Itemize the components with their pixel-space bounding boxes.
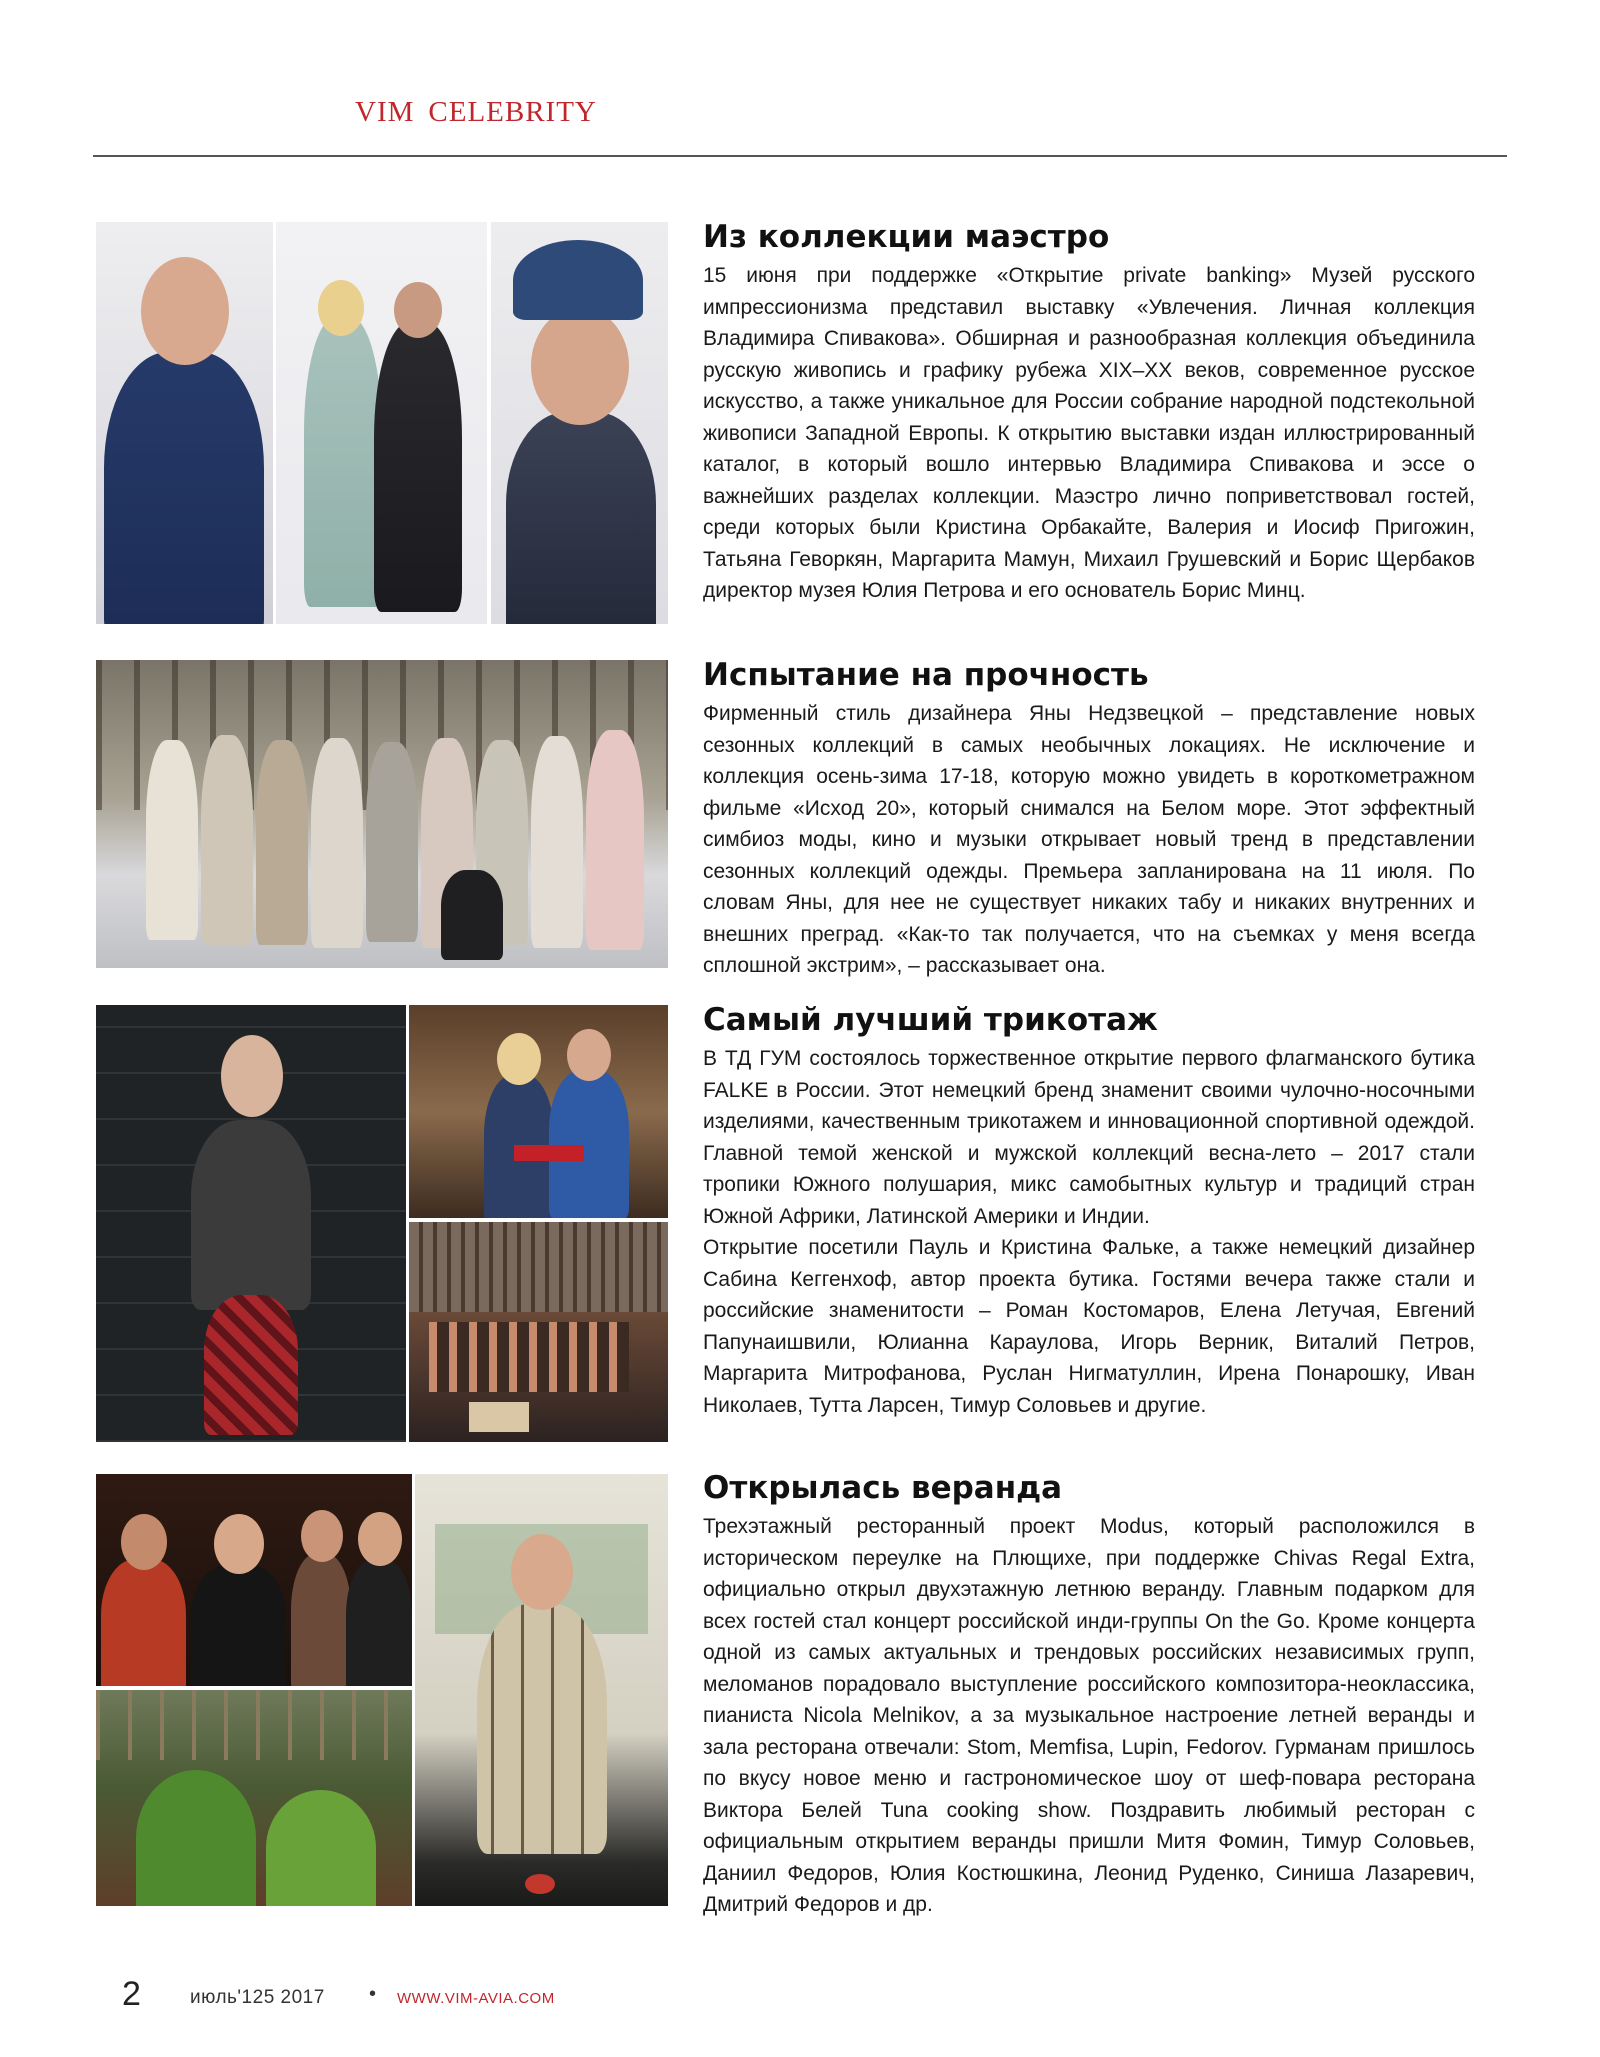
section-name: CELEBRITY [428,96,597,128]
brand-name: VIM [355,96,415,128]
photo-falke-designer [96,1005,406,1442]
article-best-knitwear [703,1001,1475,1421]
article-body-continued: Открытие посетили Пауль и Кристина Фальке, а также немецкий дизайнер Сабина Кеггенхоф, автор проекта бутика. Гостями вечера также стали и российские знаменитости – Роман Костомаров, Елена Летучая, Евгений Папунаишвили, Юлианна Караулова, Игорь Верник, Виталий Петров, Маргарита Митрофанова, Руслан Нигматуллин, Ирена Понарошку, Иван Николаев, Тутта Ларсен, Тимур Соловьев и другие. [703,1236,1475,1417]
issue-label: июль'125 2017 [190,1987,325,2008]
photo-spivakov [96,222,273,624]
photo-forest-collection [96,660,668,968]
page-number: 2 [122,1975,141,2013]
photo-valeria-prigozhin [276,222,487,624]
article-title: Из коллекции маэстро [703,219,1110,255]
article-veranda-opened [703,1469,1475,1921]
website-link[interactable]: WWW.VIM-AVIA.COM [397,1990,555,2007]
photo-falke-boutique [409,1222,668,1442]
article-body: Фирменный стиль дизайнера Яны Недзвецкой – представление новых сезонных коллекций в самых необычных локациях. Не исключение и коллекция осень-зима 17-18, которую можно увидеть в короткометражном фильме «Исход 20», который снимался на Белом море. Этот эффектный симбиоз моды, кино и музыки открывает новый тренд в представлении сезонных коллекций одежды. Премьера запланирована на 11 июля. По словам Яны, для нее не существует никаких табу и никаких внутренних и внешних преград. «Как-то так получается, что на съемках у меня всегда сплошной экстрим», – рассказывает она. [703,702,1475,977]
masthead [355,96,597,129]
footer-separator: • [369,1983,377,2005]
article-title: Открылась веранда [703,1470,1063,1506]
article-body: 15 июня при поддержке «Открытие private banking» Музей русского импрессионизма представил выставку «Увлечения. Личная коллекция Владимира Спивакова». Обширная и разнообразная коллекция объединила русскую живопись и графику рубежа XIX–XX веков, современное русское искусство, а также уникальное для России собрание народной подстекольной живописи Западной Европы. К открытию выставки издан иллюстрированный каталог, в который вошло интервью Владимира Спивакова и эссе о важнейших разделах коллекции. Маэстро лично поприветствовал гостей, среди которых были Кристина Орбакайте, Валерия и Иосиф Пригожин, Татьяна Геворкян, Маргарита Мамун, Михаил Грушевский и Борис Щербаков директор музея Юлия Петрова и его основатель Борис Минц. [703,264,1475,602]
header-rule [93,155,1507,157]
photo-falke-guests [409,1005,668,1218]
article-body: Трехэтажный ресторанный проект Modus, который расположился в историческом переулке на Плющихе, при поддержке Chivas Regal Extra, официально открыл двухэтажную летнюю веранду. Главным подарком для всех гостей стал концерт российской инди-группы On the Go. Кроме концерта одной из самых актуальных и трендовых российских независимых групп, меломанов порадовало выступление российского композитора-неоклассика, пианиста Nicola Melnikov, а за музыкальное настроение летней веранды и зала ресторана отвечали: Stom, Memfisa, Lupin, Fedorov. Гурманам пришлось по вкусу новое меню и гастрономическое шоу от шеф-повара ресторана Виктора Белей Tuna cooking show. Поздравить любимый ресторан с официальным открытием веранды пришли Митя Фомин, Тимур Соловьев, Даниил Федоров, Юлия Костюшкина, Леонид Руденко, Синиша Лазаревич, Дмитрий Федоров и др. [703,1515,1475,1916]
photo-modus-veranda [96,1690,412,1906]
article-body: В ТД ГУМ состоялось торжественное открытие первого флагманского бутика FALKE в России. Этот немецкий бренд знаменит своими чулочно-носочными изделиями, качественным трикотажем и инновационной спортивной одеждой. Главной темой женской и мужской коллекций весна-лето – 2017 стали тропики Южного полушария, микс самобытных культур и традиций стран Южной Африки, Латинской Америки и Индии. [703,1047,1475,1228]
article-strength-test [703,656,1475,982]
photo-modus-chef [415,1474,668,1906]
article-maestro-collection [703,218,1475,607]
page-footer [122,1975,822,2015]
article-title: Самый лучший трикотаж [703,1002,1158,1038]
photo-guest-hat [491,222,668,624]
article-title: Испытание на прочность [703,657,1149,693]
photo-modus-guests [96,1474,412,1686]
